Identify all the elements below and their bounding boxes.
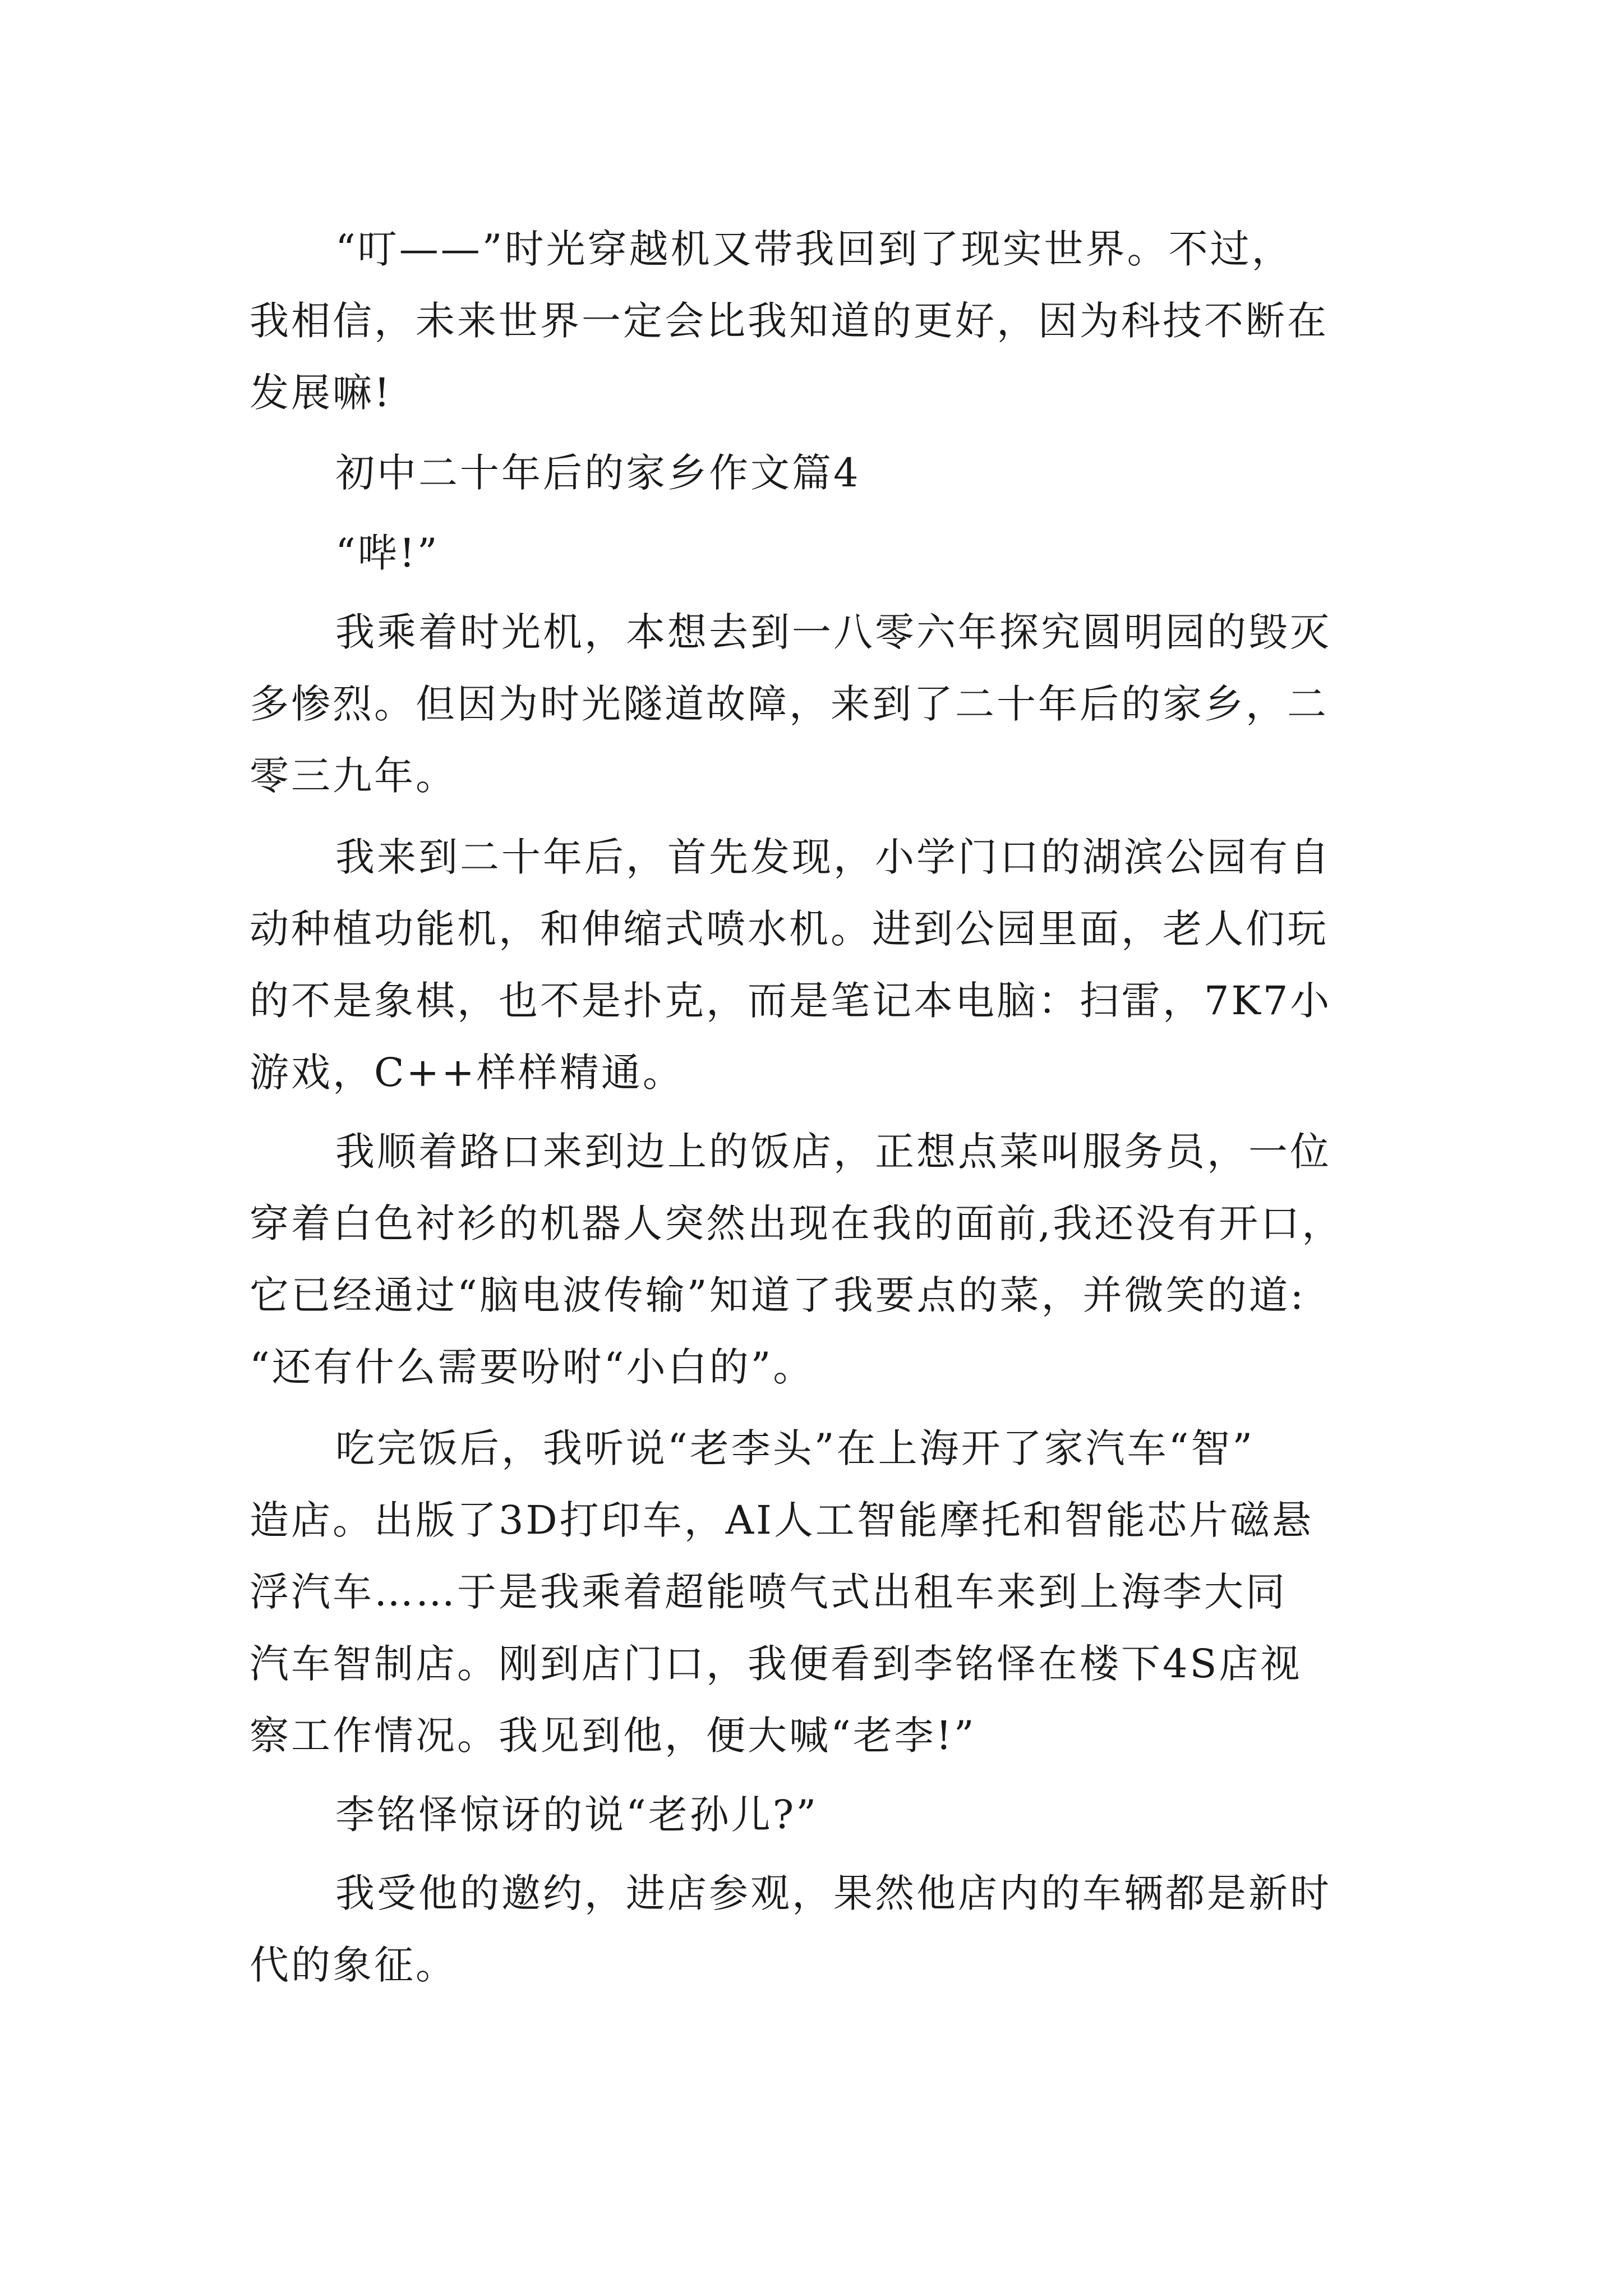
text-line: 察工作情况。我见到他，便大喊“老李!” [250,1713,976,1759]
text-line: “还有什么需要吩咐“小白的”。 [250,1344,815,1390]
text-line: 代的象征。 [250,1942,457,1988]
text-line: 游戏，C++样样精通。 [250,1050,684,1096]
text-line: 我受他的邀约，进店参观，果然他店内的车辆都是新时 [335,1870,1331,1916]
text-line: 造店。出版了3D打印车，AI人工智能摩托和智能芯片磁悬 [250,1497,1313,1543]
text-line: 浮汽车……于是我乘着超能喷气式出租车来到上海李大同 [250,1569,1287,1615]
text-line: “哔!” [335,530,440,576]
text-line: “叮——”时光穿越机又带我回到了现实世界。不过， [335,226,1293,272]
text-line: 零三九年。 [250,753,457,799]
text-line: 动种植功能机，和伸缩式喷水机。进到公园里面，老人们玩 [250,906,1329,952]
section-title: 初中二十年后的家乡作文篇4 [335,450,861,496]
text-line: 李铭怿惊讶的说“老孙儿?” [335,1792,819,1838]
text-line: 它已经通过“脑电波传输”知道了我要点的菜，并微笑的道: [250,1272,1306,1318]
text-line: 多惨烈。但因为时光隧道故障，来到了二十年后的家乡，二 [250,681,1329,727]
text-line: 我来到二十年后，首先发现，小学门口的湖滨公园有自 [335,834,1331,880]
text-line: 吃完饭后，我听说“老李头”在上海开了家汽车“智” [335,1425,1255,1471]
text-line: 汽车智制店。刚到店门口，我便看到李铭怿在楼下4S店视 [250,1641,1302,1687]
text-line: 我顺着路口来到边上的饭店，正想点菜叫服务员，一位 [335,1129,1331,1175]
text-line: 穿着白色衬衫的机器人突然出现在我的面前,我还没有开口， [250,1200,1344,1246]
text-line: 的不是象棋，也不是扑克，而是笔记本电脑：扫雷，7K7小 [250,978,1332,1024]
text-line: 我乘着时光机，本想去到一八零六年探究圆明园的毁灭 [335,609,1331,655]
text-line: 发展嘛! [250,370,393,416]
text-line: 我相信，未来世界一定会比我知道的更好，因为科技不断在 [250,298,1329,344]
